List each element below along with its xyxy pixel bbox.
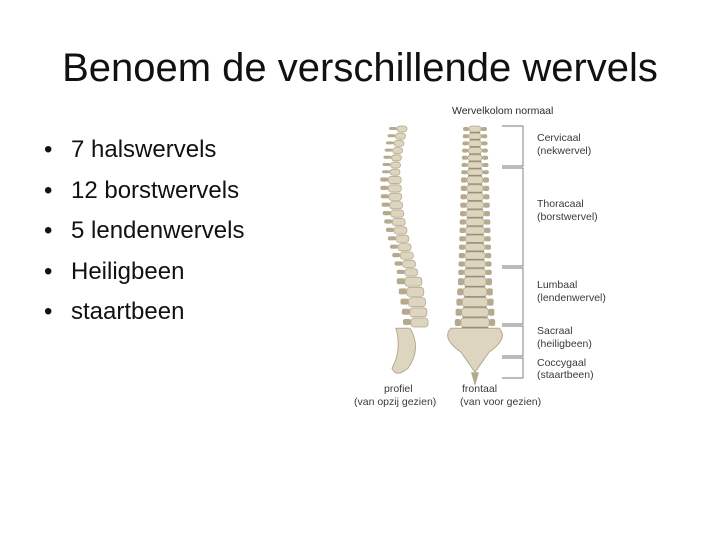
vertebra xyxy=(464,269,486,276)
profile-vertebra xyxy=(410,308,427,317)
region-brackets xyxy=(502,126,523,378)
vertebra-process xyxy=(455,319,461,326)
vertebra-process xyxy=(461,186,467,191)
vertebra-process xyxy=(488,299,494,306)
profile-vertebra xyxy=(407,287,424,296)
region-sublabel-cervicaal: (nekwervel) xyxy=(537,145,592,157)
vertebra-process xyxy=(456,299,462,306)
vertebra-process xyxy=(483,170,489,174)
profile-vertebra xyxy=(391,155,401,161)
vertebra xyxy=(468,155,482,161)
profile-vertebra xyxy=(397,126,407,132)
region-sublabel-sacraal: (heiligbeen) xyxy=(537,338,592,350)
vertebra-process xyxy=(459,261,465,266)
bullet-list xyxy=(44,130,244,333)
vertebra-process xyxy=(457,288,463,295)
profile-vertebra xyxy=(405,277,422,286)
profile-vertebra xyxy=(388,185,401,192)
vertebra-process xyxy=(482,149,488,153)
vertebra-process xyxy=(488,309,494,316)
vertebra-process xyxy=(484,194,490,199)
vertebra-process xyxy=(482,141,488,145)
vertebra xyxy=(467,185,484,192)
vertebra-process xyxy=(462,141,468,145)
spinous-process xyxy=(400,299,408,305)
vertebra xyxy=(469,126,481,132)
vertebra-process xyxy=(456,309,462,316)
region-label-cervicaal: Cervicaal xyxy=(537,132,581,144)
vertebra-process xyxy=(461,177,467,182)
spinous-process xyxy=(380,186,388,190)
vertebra-process xyxy=(462,163,468,167)
vertebra-process xyxy=(458,270,464,275)
vertebra-process xyxy=(487,288,493,295)
frontal-spine-image xyxy=(448,126,503,386)
region-label-thoracaal: Thoracaal xyxy=(537,198,584,210)
region-label-coccygaal: Coccygaal xyxy=(537,357,587,369)
vertebra-process xyxy=(485,228,491,233)
region-sublabel-lumbaal: (lendenwervel) xyxy=(537,292,606,304)
vertebra xyxy=(468,148,482,154)
profile-vertebra xyxy=(400,252,413,259)
vertebra-process xyxy=(462,149,468,153)
vertebra xyxy=(465,235,485,242)
vertebra xyxy=(467,176,483,183)
profile-vertebra xyxy=(395,133,405,139)
region-bracket xyxy=(502,168,523,266)
vertebra-process xyxy=(460,228,466,233)
vertebra xyxy=(466,210,484,217)
vertebra-process xyxy=(458,278,464,285)
region-sublabel-coccygaal: (staartbeen) xyxy=(537,369,594,381)
bullet-item: • 5 lendenwervels xyxy=(44,211,244,252)
vertebra-process xyxy=(463,134,469,138)
vertebra-process xyxy=(461,170,467,174)
view-label-frontaal: frontaal xyxy=(462,383,498,395)
region-bracket xyxy=(502,358,523,378)
profile-vertebra xyxy=(393,148,403,154)
spine-figure xyxy=(330,96,630,416)
spinous-process xyxy=(383,211,391,215)
profile-vertebra xyxy=(391,210,404,217)
vertebra xyxy=(467,193,484,200)
figure-heading: Wervelkolom normaal xyxy=(452,105,554,117)
vertebra-process xyxy=(459,245,465,250)
spinous-process xyxy=(381,194,389,198)
vertebra-process xyxy=(460,203,466,208)
vertebra xyxy=(465,252,486,259)
spinous-process xyxy=(392,253,400,257)
vertebra xyxy=(465,260,486,267)
profile-vertebra xyxy=(390,202,403,209)
bullet-item: • Heiligbeen xyxy=(44,252,244,293)
vertebra-process xyxy=(481,127,487,131)
profile-vertebra xyxy=(391,162,401,168)
vertebra xyxy=(465,244,485,251)
vertebra xyxy=(466,227,485,234)
vertebra-process xyxy=(486,261,492,266)
vertebra-process xyxy=(485,253,491,258)
profile-vertebra xyxy=(394,227,407,234)
profile-vertebra xyxy=(403,260,416,267)
vertebra xyxy=(462,308,489,317)
profile-vertebra xyxy=(411,318,428,327)
profile-vertebra xyxy=(408,298,425,307)
vertebra-process xyxy=(462,156,468,160)
spinous-process xyxy=(387,134,395,137)
vertebra-process xyxy=(459,253,465,258)
region-sublabel-thoracaal: (borstwervel) xyxy=(537,211,598,223)
bullet-item: • staartbeen xyxy=(44,292,244,333)
vertebra-process xyxy=(483,177,489,182)
vertebra-process xyxy=(489,319,495,326)
vertebra-process xyxy=(460,211,466,216)
vertebra-process xyxy=(460,219,466,224)
spinous-process xyxy=(382,170,390,173)
vertebra xyxy=(468,162,483,168)
spine-illustration xyxy=(330,96,630,416)
view-sublabel-frontaal: (van voor gezien) xyxy=(460,396,542,408)
sacrum xyxy=(448,328,503,372)
region-label-sacraal: Sacraal xyxy=(537,325,573,337)
profile-vertebra xyxy=(394,140,404,146)
spinous-process xyxy=(382,203,390,207)
vertebra-process xyxy=(484,203,490,208)
vertebra xyxy=(463,287,487,296)
profile-vertebra xyxy=(392,218,405,225)
region-label-lumbaal: Lumbaal xyxy=(537,279,578,291)
vertebra xyxy=(468,140,481,146)
vertebra-process xyxy=(463,127,469,131)
vertebra-process xyxy=(484,211,490,216)
profile-sacrum xyxy=(392,328,416,373)
vertebra-process xyxy=(482,156,488,160)
vertebra-process xyxy=(486,278,492,285)
profile-spine-image xyxy=(380,126,428,373)
slide-title: Benoem de verschillende wervels xyxy=(62,46,658,90)
vertebra-process xyxy=(483,186,489,191)
vertebra xyxy=(461,318,489,327)
spinous-process xyxy=(403,319,411,325)
vertebra-process xyxy=(459,236,465,241)
spinous-process xyxy=(386,228,394,232)
bullet-item: • 7 halswervels xyxy=(44,130,244,171)
spinous-process xyxy=(399,288,407,294)
vertebra-process xyxy=(481,134,487,138)
spinous-process xyxy=(384,219,392,223)
vertebra xyxy=(466,202,484,209)
region-bracket xyxy=(502,326,523,356)
vertebra-process xyxy=(485,245,491,250)
spinous-process xyxy=(395,261,403,265)
spinous-process xyxy=(386,141,394,144)
region-bracket xyxy=(502,126,523,166)
profile-vertebra xyxy=(398,244,411,251)
vertebra-process xyxy=(461,194,467,199)
vertebra-process xyxy=(483,163,489,167)
region-bracket xyxy=(502,268,523,324)
spinous-process xyxy=(380,177,388,181)
vertebra-process xyxy=(485,236,491,241)
spinous-process xyxy=(388,236,396,240)
vertebra xyxy=(462,298,487,307)
spinous-process xyxy=(385,149,393,152)
spinous-process xyxy=(397,270,405,274)
spinous-process xyxy=(389,127,397,130)
vertebra xyxy=(464,277,486,286)
vertebra-process xyxy=(486,270,492,275)
profile-vertebra xyxy=(390,169,400,175)
vertebra xyxy=(469,133,482,139)
vertebra-process xyxy=(484,219,490,224)
profile-vertebra xyxy=(389,193,402,200)
profile-vertebra xyxy=(388,176,401,183)
bullet-item: • 12 borstwervels xyxy=(44,171,244,212)
spinous-process xyxy=(402,309,410,315)
vertebra xyxy=(466,218,485,225)
view-sublabel-profiel: (van opzij gezien) xyxy=(354,396,437,408)
spinous-process xyxy=(397,278,405,284)
profile-vertebra xyxy=(396,235,409,242)
spinous-process xyxy=(383,156,391,159)
spinous-process xyxy=(383,163,391,166)
spinous-process xyxy=(390,245,398,249)
vertebra xyxy=(467,169,483,175)
view-label-profiel: profiel xyxy=(384,383,413,395)
profile-vertebra xyxy=(405,269,418,276)
